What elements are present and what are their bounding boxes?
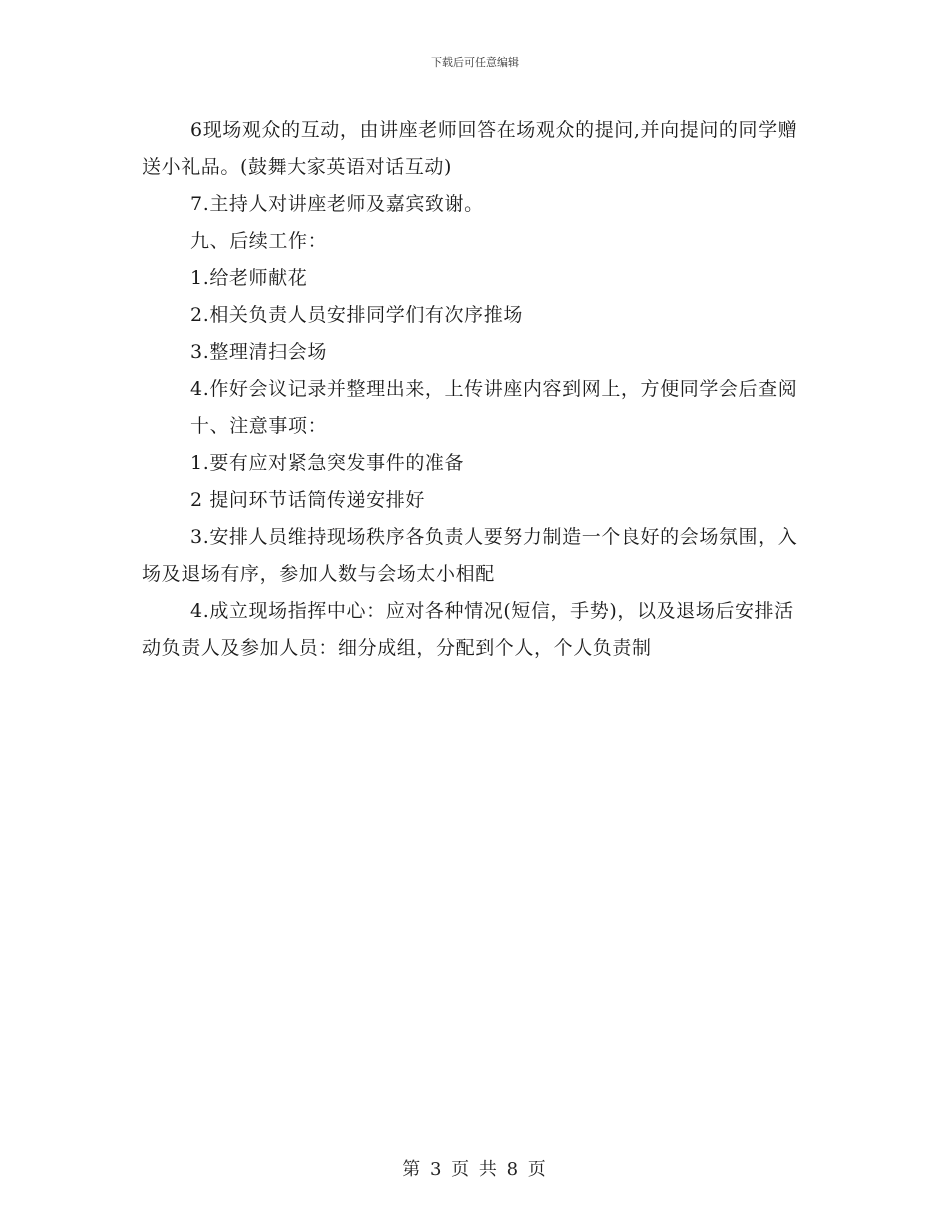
list-item-flowers: 1.给老师献花 [190, 267, 308, 289]
list-item-microphone: 2 提问环节话筒传递安排好 [190, 489, 425, 511]
list-item-cleanup: 3.整理清扫会场 [190, 341, 327, 363]
list-item-order: 3.安排人员维持现场秩序各负责人要努力制造一个良好的会场氛围，入场及退场有序，参加人数与会场太小相配 [142, 526, 798, 585]
page-number: 第 3 页 共 8 页 [402, 1159, 548, 1180]
paragraph-audience-interaction: 6现场观众的互动，由讲座老师回答在场观众的提问,并向提问的同学赠送小礼品。(鼓舞大家英语对话互动) [142, 119, 798, 178]
list-item-emergency: 1.要有应对紧急突发事件的准备 [190, 452, 465, 474]
list-item-exit-arrangement: 2.相关负责人员安排同学们有次序推场 [190, 304, 523, 326]
list-item-meeting-record: 4.作好会议记录并整理出来，上传讲座内容到网上，方便同学会后查阅 [190, 378, 798, 400]
page-header: 下载后可任意编辑 [431, 56, 519, 69]
list-item-command-center: 4.成立现场指挥中心：应对各种情况(短信，手势)，以及退场后安排活动负责人及参加人员：细分成组，分配到个人，个人负责制 [142, 600, 794, 659]
section-heading-follow-up: 九、后续工作： [190, 230, 328, 252]
section-heading-notes: 十、注意事项： [190, 415, 328, 437]
document-body [142, 112, 802, 667]
paragraph-host-thanks: 7.主持人对讲座老师及嘉宾致谢。 [190, 193, 484, 215]
